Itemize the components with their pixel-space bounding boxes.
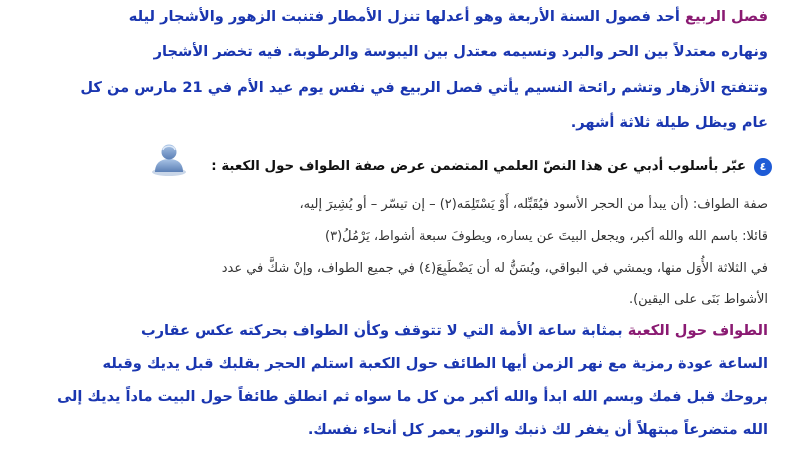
source-line-1: صفة الطواف: (أن يبدأ من الحجر الأسود فيُقَبِّله، أَوْ يَسْتَلِمَه(٢) – إن تيسّر – أو يُشِيرَ إليه، [299,197,768,212]
answer-line-1 [8,322,768,339]
answer-line-1-text: بمثابة ساعة الأمة التي لا تتوقف وكأن الطواف بحركته عكس عقارب [140,322,628,339]
para1-line-3: وتتفتح الأزهار وتشم رائحة النسيم يأتي فصل الربيع في نفس يوم عيد الأم في 21 مارس من كل [80,79,768,96]
question-number-badge: ٤ [754,158,772,176]
para1-line-2: ونهاره معتدلاً بين الحر والبرد ونسيمه معتدل بين اليبوسة والرطوبة. فيه تخضر الأشجار [153,43,768,60]
question-text: عبّر بأسلوب أدبي عن هذا النصّ العلمي المتضمن عرض صفة الطواف حول الكعبة : [211,159,746,174]
source-line-4: الأشواط بَنَى على اليقين). [628,292,768,307]
para1-line-4: عام ويظل طيلة ثلاثة أشهر. [570,114,768,131]
answer-line-2: الساعة عودة رمزية مع نهر الزمن أيها الطائف حول الكعبة استلم الحجر بقلبك قبل يديك وقبله [102,355,768,372]
person-avatar-icon [150,142,188,176]
answer-lead: الطواف حول الكعبة [627,322,768,339]
answer-line-3: بروحك قبل فمك وبسم الله ابدأ والله أكبر من كل ما سواه ثم انطلق طائفاً حول البيت ماداً يديك إلى [57,388,768,405]
para1-line-1 [8,8,768,25]
para1-lead: فصل الربيع [684,8,768,25]
source-line-2: قائلا: باسم الله والله أكبر، ويجعل البيتَ عن يساره، ويطوفَ سبعة أشواط، يَرْمُلُ(٣) [325,229,768,244]
source-line-3: في الثلاثة الأُوَل منها، ويمشي في البواقي، ويُسَنُّ له أن يَضْطَبِعَ(٤) في جميع الطواف، وإنْ شكَّ في عدد [221,261,768,276]
answer-line-4: الله متضرعاً مبتهلاً أن يغفر لك ذنبك والنور يعمر كل أنحاء نفسك. [307,421,768,438]
para1-line-1-text: أحد فصول السنة الأربعة وهو أعدلها تنزل الأمطار فتنبت الزهور والأشجار ليله [128,8,685,25]
